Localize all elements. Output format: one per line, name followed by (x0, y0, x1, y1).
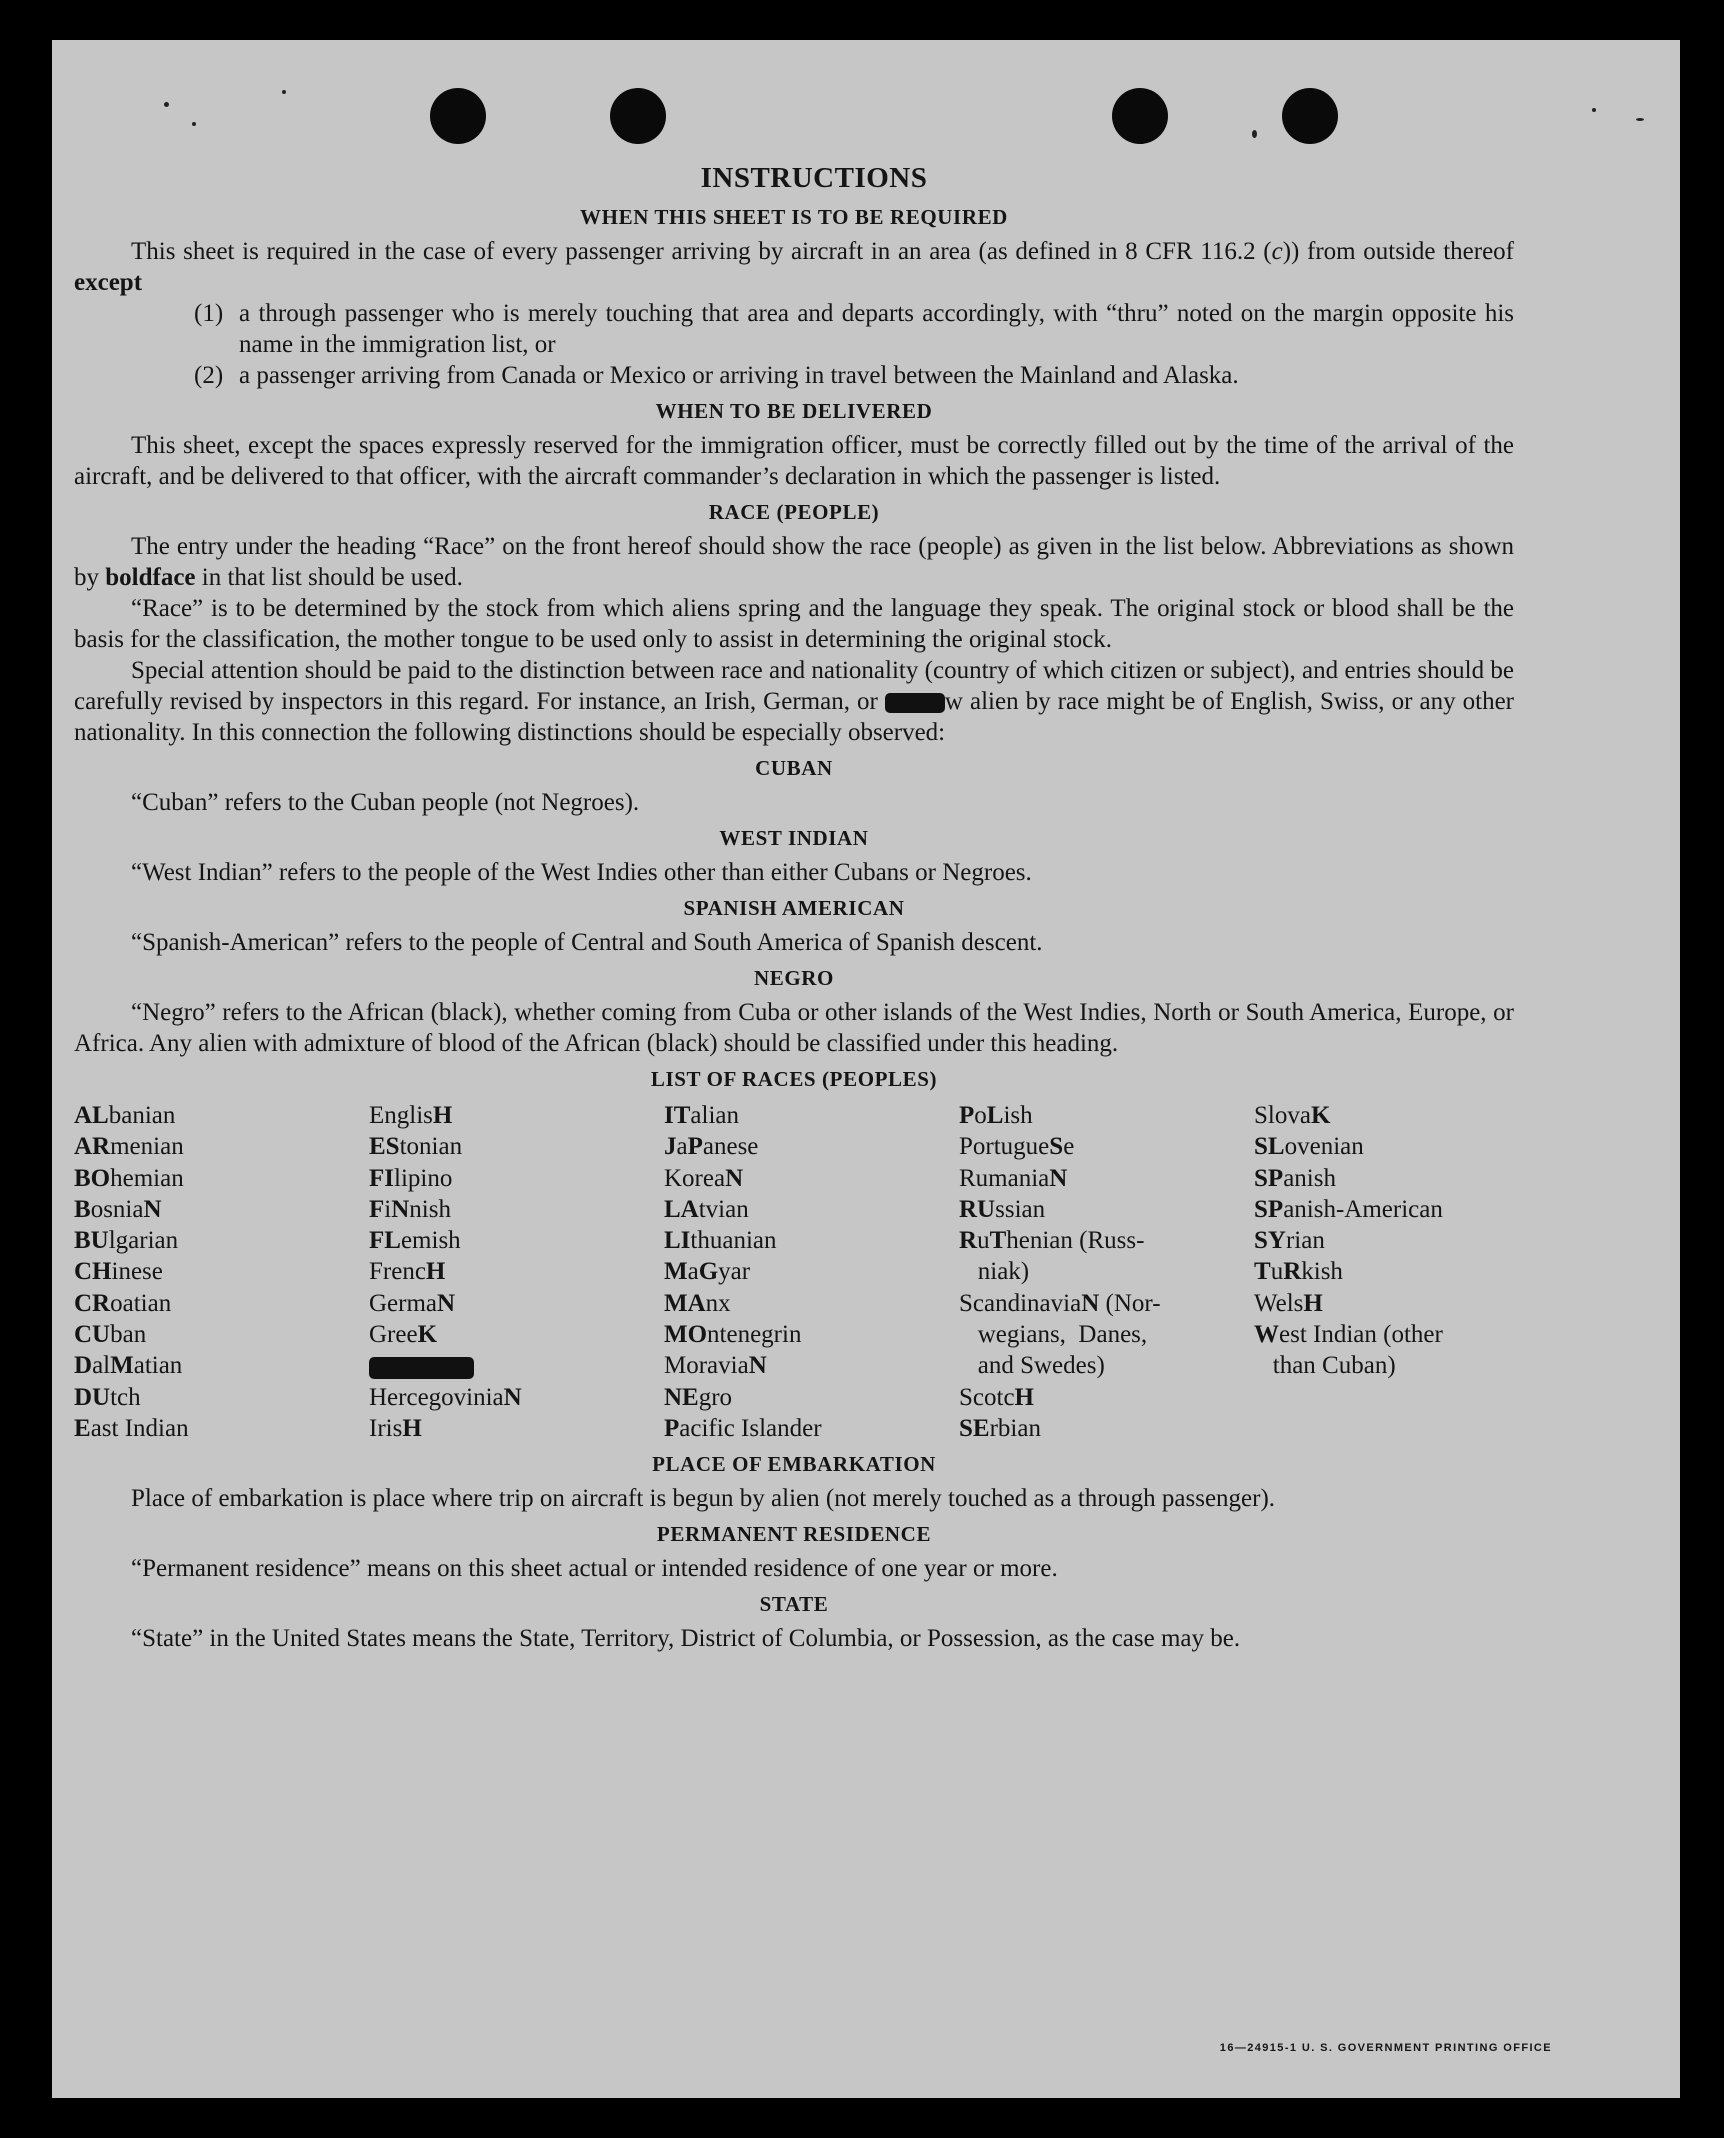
race-entry: ARmenian (74, 1133, 184, 1161)
race-entry: SPanish (1254, 1164, 1336, 1192)
race-entry: EnglisH (369, 1102, 453, 1129)
race-entry: BosniaN (74, 1195, 162, 1223)
paragraph: “Negro” refers to the African (black), whether coming from Cuba or other islands of the West Indies, North or South America, Europe, or Africa. Any alien with admixture of blood of the African (black) should be classified under this heading. (74, 999, 1514, 1057)
race-entry: FIlipino (369, 1164, 453, 1192)
race-entry: LIthuanian (664, 1227, 777, 1255)
race-entry: RUssian (959, 1195, 1046, 1223)
section-heading: PERMANENT RESIDENCE (656, 1522, 932, 1547)
paragraph: “West Indian” refers to the people of the West Indies other than either Cubans or Negroes. (131, 859, 1032, 886)
race-entry: FLemish (369, 1227, 461, 1255)
paragraph: “State” in the United States means the State, Territory, District of Columbia, or Possession, as the case may be. (131, 1625, 1241, 1653)
speck (1592, 108, 1596, 112)
race-entry: East Indian (74, 1414, 189, 1442)
speck (282, 90, 286, 94)
race-entry (1254, 1413, 1514, 1444)
section-heading: WEST INDIAN (719, 826, 869, 850)
race-entry: IrisH (369, 1414, 422, 1442)
speck (1252, 130, 1257, 138)
printer-imprint: 16—24915-1 U. S. GOVERNMENT PRINTING OFFICE (1219, 2042, 1552, 2054)
punch-hole (1112, 88, 1168, 144)
race-entry: RuThenian (Russ- (959, 1227, 1145, 1255)
list-item: (1) a through passenger who is merely touching that area and departs accordingly, with “thru” noted on the margin opposite his name in the immigration list, or (194, 300, 1514, 358)
redaction-mark (369, 1357, 474, 1379)
section-heading: NEGRO (753, 966, 834, 990)
list-item: (2) a passenger arriving from Canada or Mexico or arriving in travel between the Mainland and Alaska. (194, 362, 1239, 389)
race-entry: West Indian (other (1254, 1321, 1443, 1349)
race-entry: TuRkish (1254, 1258, 1343, 1286)
race-entry: PoLish (959, 1102, 1033, 1129)
race-entry: DalMatian (74, 1352, 183, 1380)
race-entry: and Swedes) (959, 1352, 1105, 1380)
race-entry: MoraviaN (664, 1352, 767, 1380)
race-entry: MOntenegrin (664, 1321, 802, 1349)
race-entry: RumaniaN (959, 1164, 1068, 1192)
race-entry (1254, 1382, 1514, 1413)
race-entry: MAnx (664, 1289, 731, 1317)
race-entry: FrencH (369, 1258, 446, 1286)
race-entry: PortugueSe (959, 1133, 1075, 1161)
race-entry: CHinese (74, 1258, 163, 1286)
race-entry: GreeK (369, 1321, 438, 1349)
race-entry: niak) (959, 1258, 1030, 1286)
race-entry: ALbanian (74, 1102, 176, 1129)
section-heading: WHEN TO BE DELIVERED (655, 399, 933, 423)
paragraph: “Race” is to be determined by the stock from which aliens spring and the language they speak. The original stock or blood shall be the basis for the classification, the mother tongue to be used only to assist in determining the original stock. (74, 595, 1514, 653)
race-entry: KoreaN (664, 1164, 744, 1192)
race-entry: wegians, Danes, (959, 1321, 1148, 1349)
race-entry (369, 1350, 664, 1381)
punch-hole (610, 88, 666, 144)
page-title: INSTRUCTIONS (700, 162, 928, 194)
race-entry: SPanish-American (1254, 1195, 1443, 1223)
race-entry: WelsH (1254, 1289, 1323, 1317)
race-entry: GermaN (369, 1289, 456, 1317)
race-entry: EStonian (369, 1133, 463, 1161)
punch-hole (1282, 88, 1338, 144)
race-entry: SlovaK (1254, 1102, 1331, 1129)
speck (164, 102, 169, 107)
race-entry: CRoatian (74, 1289, 172, 1317)
race-entry: JaPanese (664, 1133, 759, 1161)
race-entry: BUlgarian (74, 1227, 179, 1255)
punch-hole (430, 88, 486, 144)
race-entry: SLovenian (1254, 1133, 1364, 1161)
instructions-content (74, 162, 1514, 1654)
section-heading: CUBAN (755, 756, 833, 780)
race-entry: MaGyar (664, 1258, 751, 1286)
race-entry: ITalian (664, 1102, 739, 1129)
speck (192, 122, 196, 126)
race-entry: LAtvian (664, 1195, 749, 1223)
race-entry: DUtch (74, 1383, 141, 1411)
race-entry: Pacific Islander (664, 1414, 822, 1442)
section-heading: WHEN THIS SHEET IS TO BE REQUIRED (580, 205, 1008, 229)
race-entry: NEgro (664, 1383, 733, 1411)
paragraph: The entry under the heading “Race” on the front hereof should show the race (people) as given in the list below. Abbreviations as shown by boldface in that list should be used. (74, 533, 1514, 591)
redaction-mark (885, 693, 945, 713)
paragraph: Special attention should be paid to the distinction between race and nationality (country of which citizen or subject), and entries should be carefully revised by inspectors in this regard. For instance, an Irish, German, or w alien by race might be of English, Swiss, or any other nationality. In this connection the following distinctions should be especially observed: (74, 657, 1514, 746)
race-entry: than Cuban) (1254, 1352, 1396, 1380)
race-list (74, 1100, 1514, 1444)
race-entry: BOhemian (74, 1164, 184, 1192)
section-heading: STATE (759, 1592, 829, 1617)
race-entry: ScandinaviaN (Nor- (959, 1289, 1161, 1317)
paragraph: Place of embarkation is place where trip on aircraft is begun by alien (not merely touched as a through passenger). (131, 1485, 1276, 1513)
race-entry: SYrian (1254, 1227, 1325, 1255)
section-heading: RACE (PEOPLE) (708, 500, 880, 524)
document-page (52, 40, 1680, 2098)
paragraph: This sheet, except the spaces expressly reserved for the immigration officer, must be correctly filled out by the time of the arrival of the aircraft, and be delivered to that officer, with the aircraft commander’s declaration in which the passenger is listed. (74, 432, 1514, 490)
paragraph: “Cuban” refers to the Cuban people (not Negroes). (131, 789, 640, 816)
race-entry: HercegoviniaN (369, 1383, 522, 1411)
race-entry: SErbian (959, 1414, 1041, 1442)
speck (1636, 118, 1644, 121)
race-entry: CUban (74, 1321, 147, 1349)
paragraph: This sheet is required in the case of every passenger arriving by aircraft in an area (as defined in 8 CFR 116.2 (c)) from outside thereof except (74, 238, 1514, 296)
paragraph: “Spanish-American” refers to the people of Central and South America of Spanish descent. (131, 929, 1043, 956)
section-heading: SPANISH AMERICAN (683, 896, 905, 920)
section-heading: LIST OF RACES (PEOPLES) (650, 1067, 938, 1091)
section-heading: PLACE OF EMBARKATION (652, 1452, 936, 1477)
race-entry: ScotcH (959, 1383, 1034, 1411)
paragraph: “Permanent residence” means on this sheet actual or intended residence of one year or more. (131, 1555, 1058, 1583)
race-entry: FiNnish (369, 1195, 451, 1223)
